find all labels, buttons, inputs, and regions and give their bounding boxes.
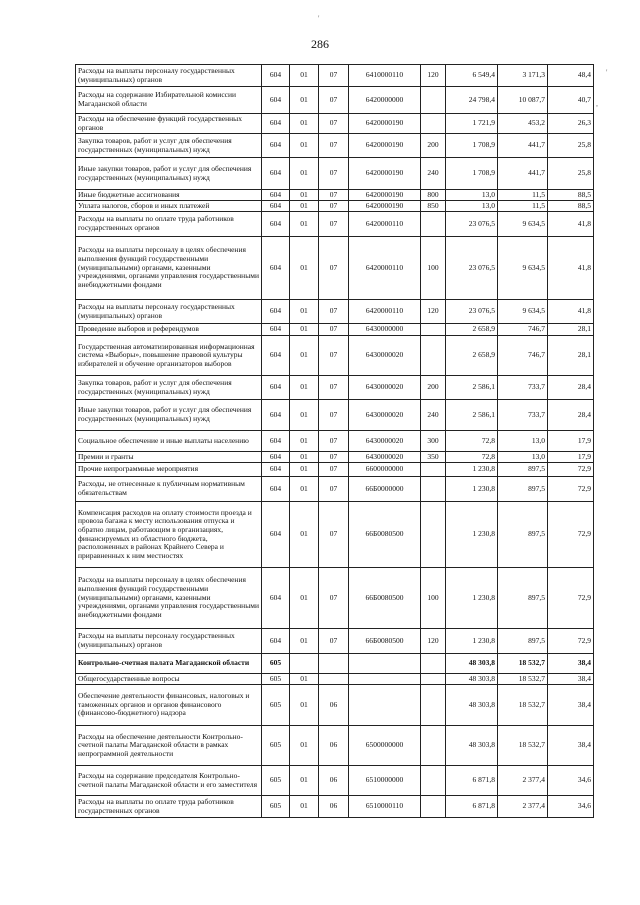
table-row <box>76 134 594 158</box>
planned-amount-cell: 6 871,8 <box>446 796 498 818</box>
execution-percent-cell: 25,8 <box>548 158 594 190</box>
subsection-code-cell: 07 <box>319 190 349 201</box>
planned-amount-cell: 1 230,8 <box>446 463 498 477</box>
table-row <box>76 654 594 674</box>
department-code-cell: 604 <box>262 212 290 237</box>
department-code-cell: 604 <box>262 134 290 158</box>
target-item-code-cell: 6430000020 <box>349 400 421 431</box>
execution-percent-cell: 72,9 <box>548 568 594 629</box>
subsection-code-cell: 07 <box>319 477 349 502</box>
expense-type-code-cell <box>421 87 446 114</box>
expense-type-code-cell: 240 <box>421 158 446 190</box>
planned-amount-cell: 24 798,4 <box>446 87 498 114</box>
department-code-cell: 604 <box>262 65 290 87</box>
planned-amount-cell: 1 230,8 <box>446 502 498 568</box>
department-code-cell: 605 <box>262 654 290 674</box>
expense-name-cell: Расходы на выплаты персоналу государственных (муниципальных) органов <box>76 65 262 87</box>
actual-amount-cell: 9 634,5 <box>498 300 548 324</box>
target-item-code-cell: 6420000110 <box>349 237 421 300</box>
department-code-cell: 604 <box>262 376 290 400</box>
section-code-cell: 01 <box>290 674 319 685</box>
planned-amount-cell: 1 708,9 <box>446 134 498 158</box>
expense-type-code-cell: 120 <box>421 629 446 654</box>
expense-type-code-cell <box>421 766 446 796</box>
target-item-code-cell: 6410000110 <box>349 65 421 87</box>
section-code-cell: 01 <box>290 201 319 212</box>
planned-amount-cell: 48 303,8 <box>446 685 498 726</box>
actual-amount-cell: 2 377,4 <box>498 796 548 818</box>
execution-percent-cell: 17,9 <box>548 452 594 463</box>
actual-amount-cell: 9 634,5 <box>498 212 548 237</box>
expense-name-cell: Расходы на выплаты персоналу государственных (муниципальных) органов <box>76 300 262 324</box>
expense-type-code-cell <box>421 463 446 477</box>
expense-type-code-cell: 200 <box>421 376 446 400</box>
actual-amount-cell: 3 171,3 <box>498 65 548 87</box>
execution-percent-cell: 25,8 <box>548 134 594 158</box>
planned-amount-cell: 48 303,8 <box>446 726 498 766</box>
table-row <box>76 685 594 726</box>
target-item-code-cell: 6420000190 <box>349 134 421 158</box>
planned-amount-cell: 48 303,8 <box>446 674 498 685</box>
section-code-cell: 01 <box>290 158 319 190</box>
table-row <box>76 796 594 818</box>
target-item-code-cell: 66Б0080500 <box>349 502 421 568</box>
subsection-code-cell: 07 <box>319 502 349 568</box>
expense-name-cell: Иные закупки товаров, работ и услуг для обеспечения государственных (муниципальных) нужд <box>76 400 262 431</box>
actual-amount-cell: 11,5 <box>498 201 548 212</box>
section-code-cell: 01 <box>290 336 319 376</box>
subsection-code-cell: 07 <box>319 201 349 212</box>
section-code-cell: 01 <box>290 87 319 114</box>
department-code-cell: 604 <box>262 190 290 201</box>
subsection-code-cell: 07 <box>319 568 349 629</box>
expense-name-cell: Расходы на содержание Избирательной комиссии Магаданской области <box>76 87 262 114</box>
execution-percent-cell: 38,4 <box>548 674 594 685</box>
section-code-cell: 01 <box>290 212 319 237</box>
section-code-cell: 01 <box>290 766 319 796</box>
expense-type-code-cell <box>421 114 446 134</box>
expense-name-cell: Социальное обеспечение и иные выплаты населению <box>76 431 262 452</box>
planned-amount-cell: 6 871,8 <box>446 766 498 796</box>
actual-amount-cell: 13,0 <box>498 452 548 463</box>
planned-amount-cell: 72,8 <box>446 431 498 452</box>
expense-type-code-cell <box>421 654 446 674</box>
section-code-cell: 01 <box>290 237 319 300</box>
department-code-cell: 604 <box>262 463 290 477</box>
section-code-cell: 01 <box>290 376 319 400</box>
execution-percent-cell: 40,7 <box>548 87 594 114</box>
subsection-code-cell: 07 <box>319 463 349 477</box>
department-code-cell: 604 <box>262 87 290 114</box>
table-row <box>76 400 594 431</box>
table-row <box>76 336 594 376</box>
department-code-cell: 604 <box>262 324 290 336</box>
execution-percent-cell: 41,8 <box>548 237 594 300</box>
target-item-code-cell: 66Б0000000 <box>349 477 421 502</box>
expense-name-cell: Закупка товаров, работ и услуг для обеспечения государственных (муниципальных) нужд <box>76 134 262 158</box>
section-code-cell: 01 <box>290 300 319 324</box>
actual-amount-cell: 2 377,4 <box>498 766 548 796</box>
section-code-cell <box>290 654 319 674</box>
subsection-code-cell: 07 <box>319 134 349 158</box>
expense-type-code-cell: 100 <box>421 237 446 300</box>
expense-type-code-cell <box>421 685 446 726</box>
table-row <box>76 300 594 324</box>
expense-type-code-cell <box>421 502 446 568</box>
expense-name-cell: Обеспечение деятельности финансовых, налоговых и таможенных органов и органов финансового (финансово-бюджетного) надзора <box>76 685 262 726</box>
section-code-cell: 01 <box>290 463 319 477</box>
table-row <box>76 463 594 477</box>
actual-amount-cell: 733,7 <box>498 376 548 400</box>
subsection-code-cell: 07 <box>319 87 349 114</box>
department-code-cell: 604 <box>262 237 290 300</box>
expense-name-cell: Иные закупки товаров, работ и услуг для обеспечения государственных (муниципальных) нужд <box>76 158 262 190</box>
expense-name-cell: Расходы на выплаты по оплате труда работников государственных органов <box>76 212 262 237</box>
expense-name-cell: Закупка товаров, работ и услуг для обеспечения государственных (муниципальных) нужд <box>76 376 262 400</box>
section-code-cell: 01 <box>290 685 319 726</box>
target-item-code-cell: 66Б0080500 <box>349 568 421 629</box>
department-code-cell: 604 <box>262 336 290 376</box>
planned-amount-cell: 2 586,1 <box>446 400 498 431</box>
subsection-code-cell: 06 <box>319 766 349 796</box>
table-row <box>76 324 594 336</box>
subsection-code-cell: 06 <box>319 726 349 766</box>
section-code-cell: 01 <box>290 568 319 629</box>
page-number: 286 <box>311 37 329 51</box>
planned-amount-cell: 6 549,4 <box>446 65 498 87</box>
table-row <box>76 477 594 502</box>
target-item-code-cell: 6500000000 <box>349 726 421 766</box>
target-item-code-cell: 6430000020 <box>349 336 421 376</box>
planned-amount-cell: 2 658,9 <box>446 336 498 376</box>
subsection-code-cell: 07 <box>319 324 349 336</box>
section-code-cell: 01 <box>290 324 319 336</box>
subsection-code-cell: 06 <box>319 685 349 726</box>
subsection-code-cell <box>319 674 349 685</box>
actual-amount-cell: 10 087,7 <box>498 87 548 114</box>
expense-name-cell: Расходы на выплаты персоналу в целях обеспечения выполнения функций государственными (муниципальными) органами, казенными учреждениями, органами управления государственными внебюджетными фондами <box>76 568 262 629</box>
expense-type-code-cell: 800 <box>421 190 446 201</box>
table-row <box>76 190 594 201</box>
section-code-cell: 01 <box>290 134 319 158</box>
planned-amount-cell: 23 076,5 <box>446 212 498 237</box>
actual-amount-cell: 733,7 <box>498 400 548 431</box>
section-code-cell: 01 <box>290 629 319 654</box>
actual-amount-cell: 9 634,5 <box>498 237 548 300</box>
table-row <box>76 431 594 452</box>
expense-name-cell: Премии и гранты <box>76 452 262 463</box>
subsection-code-cell: 07 <box>319 158 349 190</box>
subsection-code-cell: 07 <box>319 431 349 452</box>
department-code-cell: 605 <box>262 766 290 796</box>
planned-amount-cell: 72,8 <box>446 452 498 463</box>
expense-name-cell: Государственная автоматизированная информационная система «Выборы», повышение правовой культуры избирателей и обучение организаторов выборов <box>76 336 262 376</box>
expense-type-code-cell <box>421 726 446 766</box>
table-row <box>76 629 594 654</box>
planned-amount-cell: 1 230,8 <box>446 568 498 629</box>
subsection-code-cell: 07 <box>319 629 349 654</box>
table-row <box>76 212 594 237</box>
expense-type-code-cell: 300 <box>421 431 446 452</box>
target-item-code-cell: 6510000110 <box>349 796 421 818</box>
expense-name-cell: Контрольно-счетная палата Магаданской области <box>76 654 262 674</box>
expense-type-code-cell: 850 <box>421 201 446 212</box>
target-item-code-cell: 6420000190 <box>349 158 421 190</box>
table-row <box>76 237 594 300</box>
execution-percent-cell: 38,4 <box>548 654 594 674</box>
table-row <box>76 114 594 134</box>
actual-amount-cell: 13,0 <box>498 431 548 452</box>
actual-amount-cell: 18 532,7 <box>498 685 548 726</box>
subsection-code-cell: 07 <box>319 336 349 376</box>
table-row <box>76 502 594 568</box>
execution-percent-cell: 28,1 <box>548 324 594 336</box>
scan-mark: ' <box>606 68 608 77</box>
actual-amount-cell: 897,5 <box>498 629 548 654</box>
expense-type-code-cell <box>421 212 446 237</box>
department-code-cell: 604 <box>262 114 290 134</box>
actual-amount-cell: 897,5 <box>498 477 548 502</box>
expense-name-cell: Расходы на обеспечение деятельности Контрольно-счетной палаты Магаданской области в рамках непрограммной деятельности <box>76 726 262 766</box>
planned-amount-cell: 23 076,5 <box>446 300 498 324</box>
planned-amount-cell: 23 076,5 <box>446 237 498 300</box>
execution-percent-cell: 72,9 <box>548 463 594 477</box>
department-code-cell: 604 <box>262 477 290 502</box>
table-row <box>76 376 594 400</box>
subsection-code-cell: 07 <box>319 400 349 431</box>
target-item-code-cell: 6430000020 <box>349 376 421 400</box>
department-code-cell: 604 <box>262 201 290 212</box>
planned-amount-cell: 2 586,1 <box>446 376 498 400</box>
target-item-code-cell: 6510000000 <box>349 766 421 796</box>
target-item-code-cell: 6430000020 <box>349 452 421 463</box>
section-code-cell: 01 <box>290 502 319 568</box>
planned-amount-cell: 1 708,9 <box>446 158 498 190</box>
target-item-code-cell: 6420000000 <box>349 87 421 114</box>
table-row <box>76 726 594 766</box>
target-item-code-cell: 66Б0080500 <box>349 629 421 654</box>
department-code-cell: 604 <box>262 431 290 452</box>
expense-type-code-cell <box>421 796 446 818</box>
execution-percent-cell: 26,3 <box>548 114 594 134</box>
planned-amount-cell: 1 230,8 <box>446 629 498 654</box>
expense-type-code-cell: 100 <box>421 568 446 629</box>
execution-percent-cell: 72,9 <box>548 629 594 654</box>
expense-type-code-cell: 200 <box>421 134 446 158</box>
section-code-cell: 01 <box>290 726 319 766</box>
expense-type-code-cell <box>421 674 446 685</box>
actual-amount-cell: 897,5 <box>498 568 548 629</box>
actual-amount-cell: 18 532,7 <box>498 654 548 674</box>
actual-amount-cell: 11,5 <box>498 190 548 201</box>
expense-name-cell: Общегосударственные вопросы <box>76 674 262 685</box>
execution-percent-cell: 38,4 <box>548 685 594 726</box>
execution-percent-cell: 41,8 <box>548 212 594 237</box>
department-code-cell: 604 <box>262 400 290 431</box>
execution-percent-cell: 88,5 <box>548 201 594 212</box>
planned-amount-cell: 1 230,8 <box>446 477 498 502</box>
subsection-code-cell: 06 <box>319 796 349 818</box>
target-item-code-cell: 6420000110 <box>349 300 421 324</box>
target-item-code-cell: 6600000000 <box>349 463 421 477</box>
actual-amount-cell: 453,2 <box>498 114 548 134</box>
expense-name-cell: Расходы на выплаты по оплате труда работников государственных органов <box>76 796 262 818</box>
table-row <box>76 568 594 629</box>
target-item-code-cell: 6430000020 <box>349 431 421 452</box>
target-item-code-cell: 6430000000 <box>349 324 421 336</box>
execution-percent-cell: 28,4 <box>548 400 594 431</box>
table-row <box>76 65 594 87</box>
execution-percent-cell: 41,8 <box>548 300 594 324</box>
department-code-cell: 604 <box>262 300 290 324</box>
expense-name-cell: Проведение выборов и референдумов <box>76 324 262 336</box>
expense-type-code-cell <box>421 324 446 336</box>
execution-percent-cell: 28,4 <box>548 376 594 400</box>
expense-name-cell: Расходы, не отнесенные к публичным нормативным обязательствам <box>76 477 262 502</box>
subsection-code-cell <box>319 654 349 674</box>
subsection-code-cell: 07 <box>319 452 349 463</box>
department-code-cell: 605 <box>262 726 290 766</box>
expense-name-cell: Иные бюджетные ассигнования <box>76 190 262 201</box>
department-code-cell: 604 <box>262 568 290 629</box>
table-row <box>76 674 594 685</box>
budget-table <box>75 64 594 818</box>
subsection-code-cell: 07 <box>319 212 349 237</box>
expense-name-cell: Расходы на обеспечение функций государственных органов <box>76 114 262 134</box>
section-code-cell: 01 <box>290 190 319 201</box>
target-item-code-cell <box>349 685 421 726</box>
section-code-cell: 01 <box>290 65 319 87</box>
planned-amount-cell: 13,0 <box>446 201 498 212</box>
expense-name-cell: Компенсация расходов на оплату стоимости проезда и провоза багажа к месту использования отпуска и обратно лицам, работающим в организациях, финансируемых из областного бюджета, расположенных в районах Крайнего Севера и приравненных к ним местностях <box>76 502 262 568</box>
expense-type-code-cell: 120 <box>421 300 446 324</box>
execution-percent-cell: 72,9 <box>548 477 594 502</box>
department-code-cell: 605 <box>262 685 290 726</box>
execution-percent-cell: 48,4 <box>548 65 594 87</box>
expense-type-code-cell <box>421 336 446 376</box>
table-row <box>76 452 594 463</box>
target-item-code-cell <box>349 654 421 674</box>
scan-mark: , <box>596 99 598 108</box>
department-code-cell: 604 <box>262 158 290 190</box>
expense-name-cell: Прочие непрограммные мероприятия <box>76 463 262 477</box>
actual-amount-cell: 746,7 <box>498 336 548 376</box>
planned-amount-cell: 2 658,9 <box>446 324 498 336</box>
actual-amount-cell: 897,5 <box>498 502 548 568</box>
execution-percent-cell: 28,1 <box>548 336 594 376</box>
subsection-code-cell: 07 <box>319 114 349 134</box>
expense-name-cell: Расходы на выплаты персоналу государственных (муниципальных) органов <box>76 629 262 654</box>
actual-amount-cell: 441,7 <box>498 134 548 158</box>
execution-percent-cell: 34,6 <box>548 796 594 818</box>
section-code-cell: 01 <box>290 477 319 502</box>
actual-amount-cell: 18 532,7 <box>498 674 548 685</box>
expense-type-code-cell: 240 <box>421 400 446 431</box>
planned-amount-cell: 48 303,8 <box>446 654 498 674</box>
scan-mark: ' <box>318 14 320 23</box>
table-row <box>76 158 594 190</box>
section-code-cell: 01 <box>290 796 319 818</box>
execution-percent-cell: 72,9 <box>548 502 594 568</box>
section-code-cell: 01 <box>290 452 319 463</box>
target-item-code-cell: 6420000110 <box>349 212 421 237</box>
subsection-code-cell: 07 <box>319 376 349 400</box>
expense-name-cell: Расходы на выплаты персоналу в целях обеспечения выполнения функций государственными (муниципальными) органами, казенными учреждениями, органами управления государственными внебюджетными фондами <box>76 237 262 300</box>
actual-amount-cell: 746,7 <box>498 324 548 336</box>
expense-type-code-cell: 120 <box>421 65 446 87</box>
table-row <box>76 87 594 114</box>
subsection-code-cell: 07 <box>319 237 349 300</box>
expense-name-cell: Уплата налогов, сборов и иных платежей <box>76 201 262 212</box>
target-item-code-cell <box>349 674 421 685</box>
department-code-cell: 605 <box>262 796 290 818</box>
department-code-cell: 604 <box>262 629 290 654</box>
subsection-code-cell: 07 <box>319 300 349 324</box>
section-code-cell: 01 <box>290 114 319 134</box>
expense-name-cell: Расходы на содержание председателя Контрольно-счетной палаты Магаданской области и его заместителя <box>76 766 262 796</box>
execution-percent-cell: 88,5 <box>548 190 594 201</box>
department-code-cell: 605 <box>262 674 290 685</box>
table-row <box>76 201 594 212</box>
actual-amount-cell: 897,5 <box>498 463 548 477</box>
department-code-cell: 604 <box>262 452 290 463</box>
execution-percent-cell: 38,4 <box>548 726 594 766</box>
actual-amount-cell: 441,7 <box>498 158 548 190</box>
planned-amount-cell: 1 721,9 <box>446 114 498 134</box>
expense-type-code-cell <box>421 477 446 502</box>
table-row <box>76 766 594 796</box>
subsection-code-cell: 07 <box>319 65 349 87</box>
department-code-cell: 604 <box>262 502 290 568</box>
expense-type-code-cell: 350 <box>421 452 446 463</box>
execution-percent-cell: 34,6 <box>548 766 594 796</box>
section-code-cell: 01 <box>290 400 319 431</box>
actual-amount-cell: 18 532,7 <box>498 726 548 766</box>
planned-amount-cell: 13,0 <box>446 190 498 201</box>
section-code-cell: 01 <box>290 431 319 452</box>
target-item-code-cell: 6420000190 <box>349 201 421 212</box>
target-item-code-cell: 6420000190 <box>349 190 421 201</box>
target-item-code-cell: 6420000190 <box>349 114 421 134</box>
execution-percent-cell: 17,9 <box>548 431 594 452</box>
